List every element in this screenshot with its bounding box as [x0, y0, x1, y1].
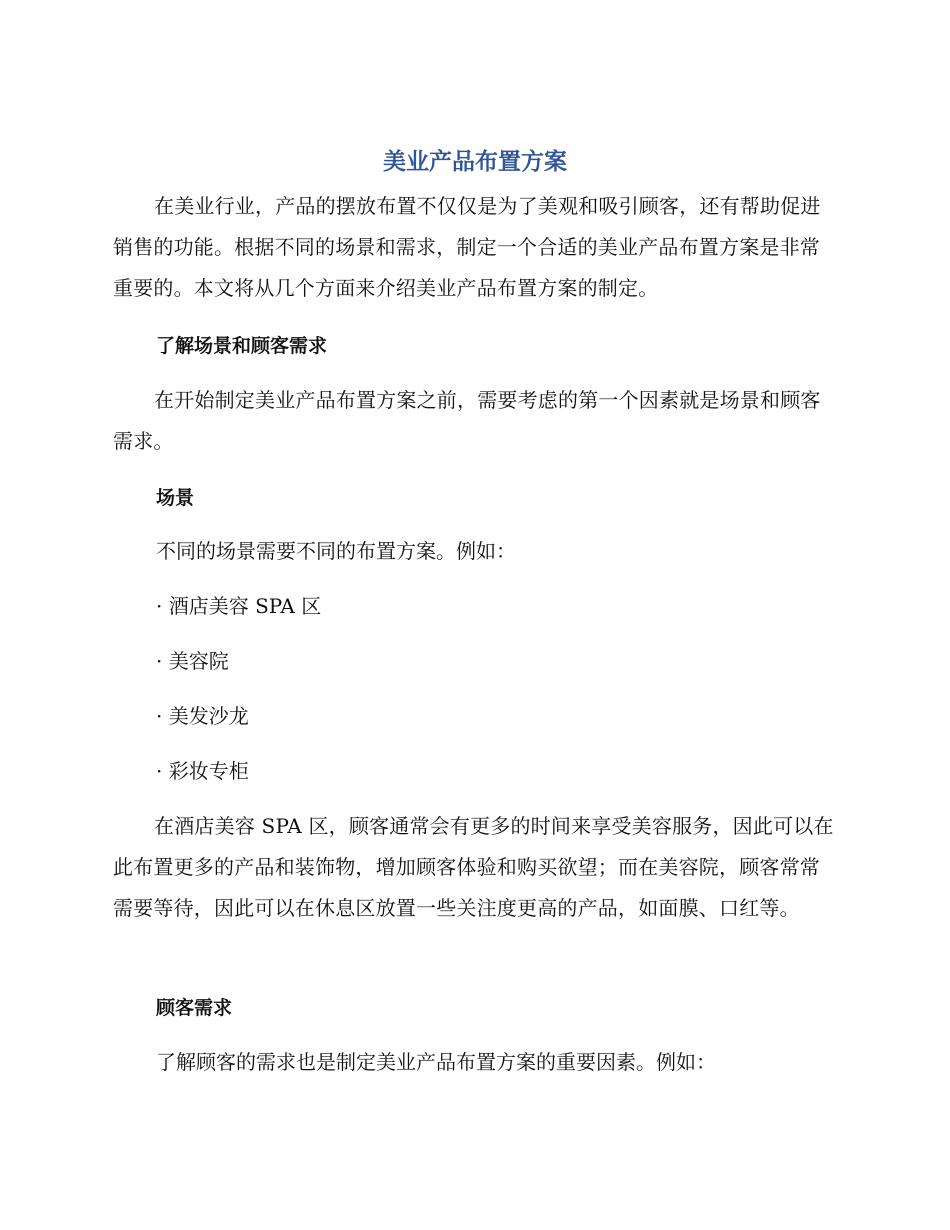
scene-lead-text: 不同的场景需要不同的布置方案。例如：	[156, 539, 516, 563]
scene-body-paragraph: 在酒店美容 SPA 区，顾客通常会有更多的时间来享受美容服务，因此可以在此布置更多的产品和装饰物，增加顾客体验和购买欲望；而在美容院，顾客常常需要等待，因此可以在休息区放置一些关注度更高的产品，如面膜、口红等。	[113, 814, 834, 920]
section-heading-scene-and-needs: 了解场景和顾客需求	[156, 335, 328, 357]
customer-needs-lead-text: 了解顾客的需求也是制定美业产品布置方案的重要因素。例如：	[156, 1050, 716, 1074]
document-title: 美业产品布置方案	[383, 149, 567, 175]
intro-paragraph: 在美业行业，产品的摆放布置不仅仅是为了美观和吸引顾客，还有帮助促进销售的功能。根据不同的场景和需求，制定一个合适的美业产品布置方案是非常重要的。本文将从几个方面来介绍美业产品布置方案的制定。	[113, 194, 821, 300]
list-item: · 彩妆专柜	[156, 759, 249, 783]
list-item: · 美发沙龙	[156, 704, 249, 728]
section-heading-scene: 场景	[156, 487, 195, 509]
section-body-scene-and-needs: 在开始制定美业产品布置方案之前，需要考虑的第一个因素就是场景和顾客需求。	[113, 388, 821, 453]
section-heading-customer-needs: 顾客需求	[156, 997, 233, 1019]
list-item: · 美容院	[156, 649, 229, 673]
list-item: · 酒店美容 SPA 区	[156, 594, 322, 618]
